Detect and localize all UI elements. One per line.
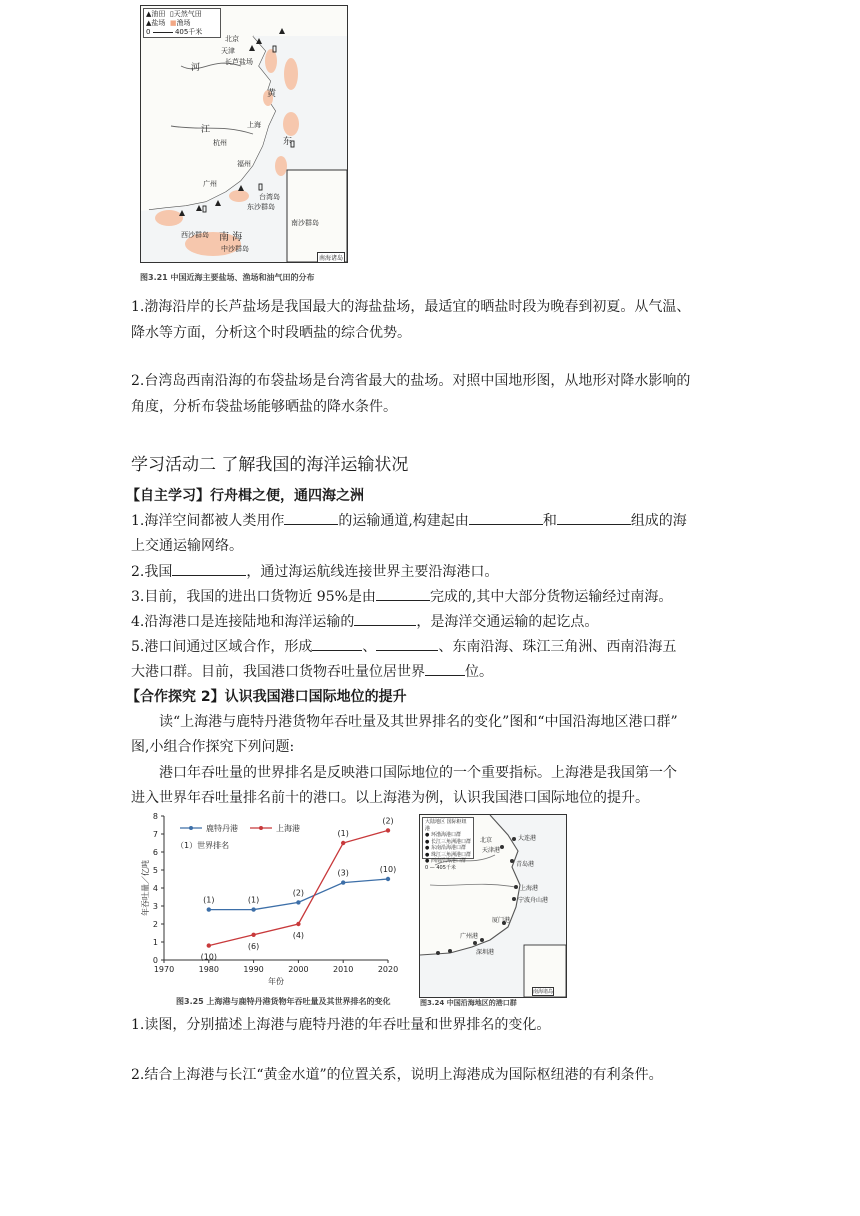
coop-paragraph-2: 图,小组合作探究下列问题: <box>131 739 295 755</box>
data-point <box>341 880 345 884</box>
item1-part-d: 组成的海 <box>630 513 687 529</box>
coop-paragraph-1: 读“上海港与鹿特丹港货物年吞吐量及其世界排名的变化”图和“中国沿海地区港口群” <box>159 714 678 730</box>
y-tick-label: 1 <box>152 938 158 947</box>
self-study-item-1 <box>131 508 687 534</box>
fishery-area <box>275 156 287 176</box>
x-axis-label: 年份 <box>268 977 284 986</box>
throughput-chart <box>140 808 402 1004</box>
map2-place-guangzhou: 广州港 <box>460 933 479 940</box>
chart-note: （1）世界排名 <box>176 841 230 850</box>
y-tick-label: 6 <box>152 848 158 857</box>
legend-item-label: 东南沿海港口群 <box>430 845 466 851</box>
x-tick-label: 1980 <box>198 965 219 974</box>
map2-place-xiamen: 厦门港 <box>492 917 511 924</box>
map2-legend-item: ● 东南沿海港口群 <box>425 845 466 851</box>
scale-value: 405千米 <box>436 864 456 871</box>
map2-place-shenzhen: 深圳港 <box>476 949 495 956</box>
legend-label: 鹿特丹港 <box>206 824 238 833</box>
fill-blank[interactable] <box>312 635 362 651</box>
legend-marker <box>259 826 263 830</box>
port-icon <box>448 949 452 953</box>
fishery-area <box>284 58 298 90</box>
x-tick-label: 2000 <box>288 965 309 974</box>
x-tick-label: 1970 <box>153 965 175 974</box>
map2-place-tianjin: 天津港 <box>482 847 501 854</box>
port-icon <box>480 938 484 942</box>
y-tick-label: 0 <box>152 956 158 965</box>
fishery-area <box>155 210 183 226</box>
map2-place-shanghai: 上海港 <box>520 885 539 892</box>
x-tick-label: 1990 <box>243 965 264 974</box>
map2-caption: 图3.24 中国沿海地区的港口群 <box>420 999 517 1007</box>
salt-fishery-oil-map <box>140 5 348 263</box>
data-point <box>207 943 211 947</box>
map2-legend-title: 大陆地区 国际枢纽港 <box>425 819 467 832</box>
coop-paragraph-3: 港口年吞吐量的世界排名是反映港口国际地位的一个重要指标。上海港是我国第一个 <box>159 765 677 781</box>
item5-part-b: 、 <box>362 639 377 655</box>
x-tick-label: 2020 <box>377 965 399 974</box>
legend-label: 上海港 <box>276 824 300 833</box>
activity2-title: 学习活动二 了解我国的海洋运输状况 <box>131 455 409 475</box>
data-point <box>296 922 300 926</box>
oilfield-icon: ▲ <box>146 10 152 18</box>
question-a1-line1: 1.渤海沿岸的长芦盐场是我国最大的海盐盐场，最适宜的晒盐时段为晚春到初夏。从气温、 <box>131 299 691 315</box>
fill-blank[interactable] <box>557 509 631 525</box>
self-study-item-1-cont: 上交通运输网络。 <box>131 538 243 554</box>
port-icon <box>473 941 477 945</box>
map1-caption: 图3.21 中国近海主要盐场、渔场和油气田的分布 <box>140 273 315 282</box>
question-b2: 2.结合上海港与长江“黄金水道”的位置关系，说明上海港成为国际枢纽港的有利条件。 <box>131 1067 663 1083</box>
legend-item-label: 西南沿海港口群 <box>430 858 466 864</box>
place-xisha: 西沙群岛 <box>181 231 209 239</box>
legend-oilfield-label: 油田 <box>151 10 166 18</box>
self-study-item-4 <box>131 609 598 635</box>
data-point <box>296 900 300 904</box>
rank-label: (6) <box>247 941 260 951</box>
legend-item-label: 长江三角洲港口群 <box>430 838 471 845</box>
place-nanhai-zhudao: 南海诸岛 <box>317 252 345 263</box>
item1-part-c: 和 <box>542 513 557 529</box>
place-changlu: 长芦盐场 <box>225 58 253 66</box>
port-cluster-map <box>419 814 567 998</box>
legend-item-label: 珠江三角洲港口群 <box>430 851 471 858</box>
data-point <box>386 877 390 881</box>
saltfield-icon: ▲ <box>146 19 152 27</box>
rank-label: (2) <box>382 816 394 826</box>
map2-scale: 0 — 405千米 <box>425 864 456 871</box>
rank-label: (4) <box>292 931 305 940</box>
port-icon <box>512 897 516 901</box>
question-a2-line2: 角度，分析布袋盐场能够晒盐的降水条件。 <box>131 399 397 415</box>
legend-item-label: 环渤海港口群 <box>430 832 461 838</box>
item1-part-a: 1.海洋空间都被人类用作 <box>131 513 285 529</box>
gasfield-icon: ▯ <box>169 10 174 18</box>
coop-paragraph-4: 进入世界年吞吐量排名前十的港口。以上海港为例，认识我国港口国际地位的提升。 <box>131 790 649 806</box>
port-icon <box>512 837 516 841</box>
y-tick-label: 3 <box>152 902 158 911</box>
map2-place-nanhai: 南海诸岛 <box>533 989 554 995</box>
self-study-item-3 <box>131 584 672 610</box>
chart-caption: 图3.25 上海港与鹿特丹港货物年吞吐量及其世界排名的变化 <box>176 997 391 1006</box>
place-nansha: 南沙群岛 <box>291 219 319 227</box>
y-axis-label: 年吞吐量／亿吨 <box>141 860 150 916</box>
place-dongsha: 东沙群岛 <box>247 203 275 211</box>
legend-gasfield-label: 天然气田 <box>173 10 202 18</box>
place-huang: 黄 <box>267 89 277 99</box>
place-guangzhou: 广州 <box>203 180 217 188</box>
port-icon <box>514 885 518 889</box>
legend-marker <box>189 826 193 830</box>
fishery-area <box>229 190 249 202</box>
item2-part-a: 2.我国 <box>131 564 173 580</box>
legend-saltfield-label: 盐场 <box>151 19 166 27</box>
item4-part-a: 4.沿海港口是连接陆地和海洋运输的 <box>131 614 355 630</box>
map2-place-beijing: 北京 <box>480 837 493 844</box>
port-icon <box>436 951 440 955</box>
item5-part-e: 位。 <box>465 664 493 680</box>
y-tick-label: 7 <box>152 830 158 839</box>
self-study-title: 【自主学习】行舟楫之便，通四海之洲 <box>126 488 364 504</box>
y-tick-label: 5 <box>152 866 158 875</box>
place-yellow-river: 河 <box>191 63 201 73</box>
map2-legend-item: ● 环渤海港口群 <box>425 832 461 838</box>
fill-blank[interactable] <box>469 509 543 525</box>
data-point <box>386 828 390 832</box>
fishery-icon: ■ <box>169 19 177 27</box>
item5-part-d: 大港口群。目前，我国港口货物吞吐量位居世界 <box>131 664 425 680</box>
map2-legend <box>422 817 474 871</box>
legend-fishery-label: 渔场 <box>176 19 191 27</box>
place-taiwan: 台湾岛 <box>259 193 280 201</box>
y-tick-label: 8 <box>152 812 158 821</box>
place-hangzhou: 杭州 <box>213 139 227 147</box>
throughput-chart-svg <box>140 808 402 994</box>
place-east-sea: 东 <box>283 137 293 147</box>
map2-legend-item: ● 珠江三角洲港口群 <box>425 851 471 858</box>
fill-blank[interactable] <box>284 509 338 525</box>
inset-frame <box>287 170 347 262</box>
rank-label: (2) <box>292 888 305 898</box>
data-point <box>251 907 255 911</box>
fill-blank[interactable] <box>376 585 430 601</box>
self-study-item-2 <box>131 559 498 585</box>
scale-zero: 0 <box>146 28 151 36</box>
port-icon <box>500 845 504 849</box>
map2-legend-item: ● 长江三角洲港口群 <box>425 838 471 845</box>
y-tick-label: 2 <box>152 920 158 929</box>
place-south-sea: 南 海 <box>219 232 243 243</box>
item2-part-b: ，通过海运航线连接世界主要沿海港口。 <box>246 564 499 580</box>
map1-legend <box>143 8 221 38</box>
map2-legend-item: ● 西南沿海港口群 <box>425 858 466 864</box>
place-zhongsha: 中沙群岛 <box>221 245 249 253</box>
fill-blank[interactable] <box>172 560 246 576</box>
item5-part-c: 、东南沿海、珠江三角洲、西南沿海五 <box>438 639 677 655</box>
place-jiang: 江 <box>201 125 211 135</box>
rank-label: (3) <box>337 868 349 878</box>
rank-label: (10) <box>200 952 218 962</box>
self-study-item-5 <box>131 634 676 660</box>
place-fuzhou: 福州 <box>237 160 251 168</box>
item3-part-a: 3.目前，我国的进出口货物近 95%是由 <box>131 589 376 605</box>
map2-place-ningbo: 宁波舟山港 <box>518 897 549 904</box>
fill-blank[interactable] <box>354 610 416 626</box>
scale-value: 405千米 <box>174 28 203 36</box>
item1-part-b: 的运输通道,构建起由 <box>338 513 469 529</box>
fishery-area <box>265 49 277 73</box>
map2-place-dalian: 大连港 <box>518 835 537 842</box>
data-point <box>341 841 345 845</box>
scale-zero: 0 <box>425 864 429 871</box>
item4-part-b: ，是海洋交通运输的起讫点。 <box>416 614 599 630</box>
map2-place-qingdao: 青岛港 <box>516 861 535 868</box>
question-a2-line1: 2.台湾岛西南沿海的布袋盐场是台湾省最大的盐场。对照中国地形图，从地形对降水影响的 <box>131 373 691 389</box>
rank-label: (10) <box>379 865 397 874</box>
data-point <box>207 907 211 911</box>
question-a1-line2: 降水等方面，分析这个时段晒盐的综合优势。 <box>131 325 411 341</box>
question-b1: 1.读图，分别描述上海港与鹿特丹港的年吞吐量和世界排名的变化。 <box>131 1017 551 1033</box>
rank-label: (1) <box>203 895 215 905</box>
place-beijing: 北京 <box>225 35 239 43</box>
place-tianjin: 天津 <box>221 47 235 55</box>
fill-blank[interactable] <box>425 660 465 676</box>
y-tick-label: 4 <box>152 884 158 893</box>
fishery-area <box>283 112 299 136</box>
data-point <box>251 933 255 937</box>
self-study-item-5-cont <box>131 659 493 685</box>
place-shanghai: 上海 <box>247 121 261 129</box>
coop-title: 【合作探究 2】认识我国港口国际地位的提升 <box>126 689 407 705</box>
rank-label: (1) <box>247 895 260 905</box>
port-icon <box>510 859 514 863</box>
map2-river <box>430 884 515 887</box>
fill-blank[interactable] <box>376 635 438 651</box>
item3-part-b: 完成的,其中大部分货物运输经过南海。 <box>429 589 673 605</box>
item5-part-a: 5.港口间通过区域合作，形成 <box>131 639 313 655</box>
rank-label: (1) <box>337 829 349 838</box>
x-tick-label: 2010 <box>333 965 354 974</box>
